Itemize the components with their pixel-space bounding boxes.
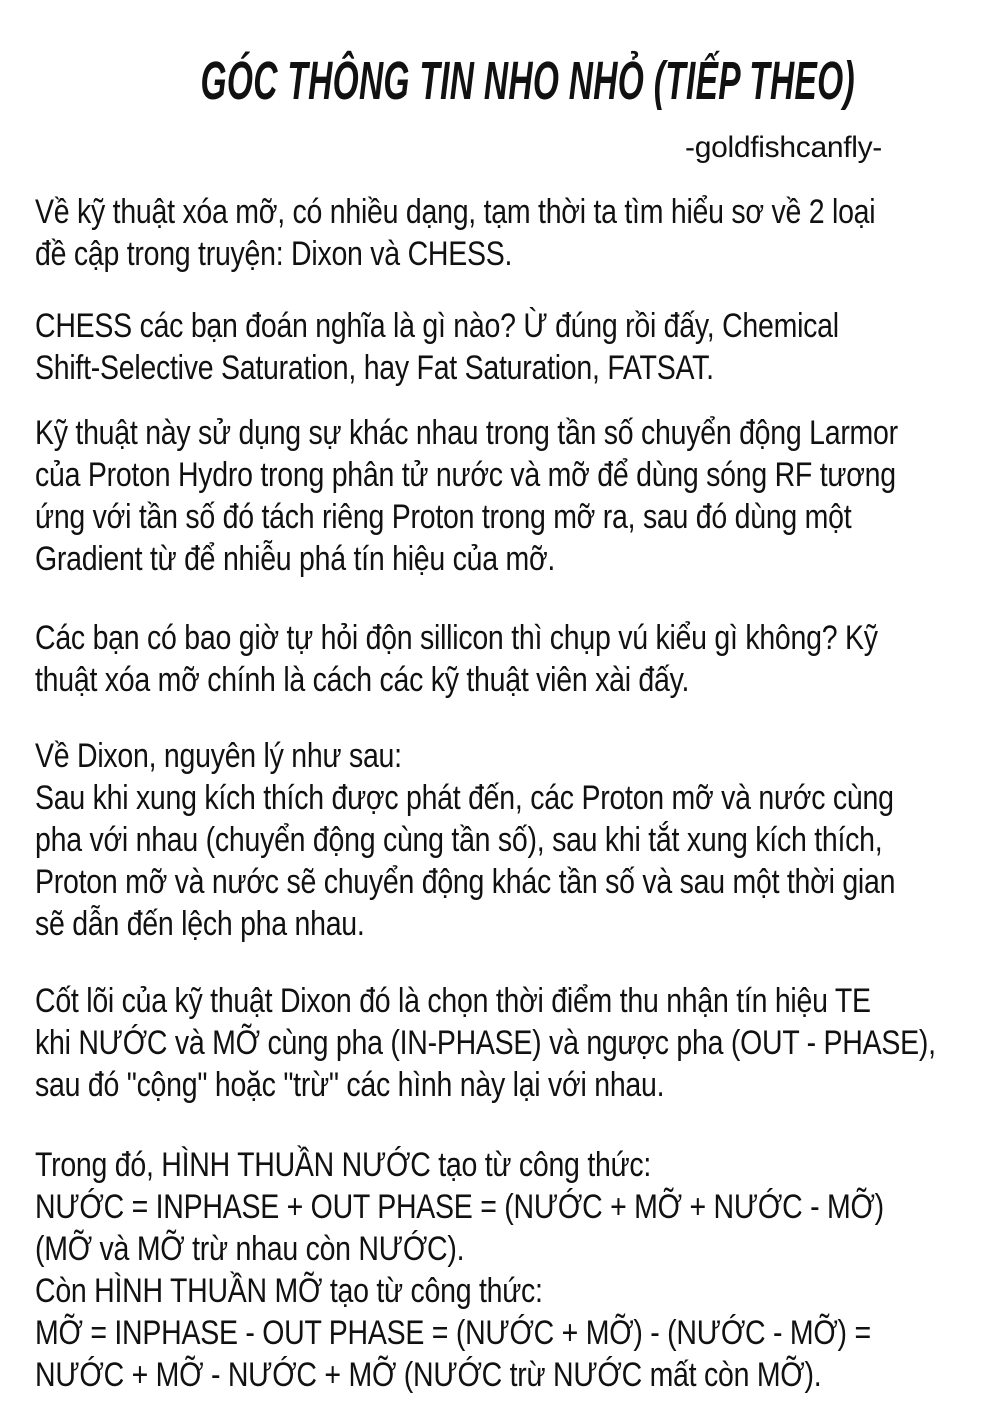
text-line: Kỹ thuật này sử dụng sự khác nhau trong tần số chuyển động Larmor bbox=[35, 414, 898, 452]
text-line: Trong đó, HÌNH THUẦN NƯỚC tạo từ công thức: bbox=[35, 1146, 652, 1184]
paragraph-1 bbox=[35, 191, 875, 275]
paragraph-7 bbox=[35, 1144, 884, 1396]
text-line: Cốt lõi của kỹ thuật Dixon đó là chọn thời điểm thu nhận tín hiệu TE bbox=[35, 982, 871, 1020]
note-body bbox=[35, 0, 965, 1412]
paragraph-6 bbox=[35, 980, 936, 1106]
paragraph-2 bbox=[35, 305, 839, 389]
text-line: Các bạn có bao giờ tự hỏi độn sillicon thì chụp vú kiểu gì không? Kỹ bbox=[35, 619, 878, 657]
text-line: Proton mỡ và nước sẽ chuyển động khác tần số và sau một thời gian bbox=[35, 863, 896, 901]
text-line: Shift-Selective Saturation, hay Fat Saturation, FATSAT. bbox=[35, 349, 714, 387]
text-line: Còn HÌNH THUẦN MỠ tạo từ công thức: bbox=[35, 1272, 543, 1310]
text-line: sau đó "cộng" hoặc "trừ" các hình này lại với nhau. bbox=[35, 1066, 665, 1104]
paragraph-3 bbox=[35, 412, 898, 580]
text-line: sẽ dẫn đến lệch pha nhau. bbox=[35, 905, 365, 943]
text-line: Sau khi xung kích thích được phát đến, các Proton mỡ và nước cùng bbox=[35, 779, 894, 817]
translator-credit: -goldfishcanfly- bbox=[685, 131, 882, 164]
text-line: Về kỹ thuật xóa mỡ, có nhiều dạng, tạm thời ta tìm hiểu sơ về 2 loại bbox=[35, 193, 876, 231]
text-line: NƯỚC = INPHASE + OUT PHASE = (NƯỚC + MỠ + NƯỚC - MỠ) bbox=[35, 1188, 884, 1226]
text-line: MỠ = INPHASE - OUT PHASE = (NƯỚC + MỠ) - (NƯỚC - MỠ) = bbox=[35, 1314, 871, 1352]
text-line: (MỠ và MỠ trừ nhau còn NƯỚC). bbox=[35, 1230, 465, 1268]
text-line: NƯỚC + MỠ - NƯỚC + MỠ (NƯỚC trừ NƯỚC mất còn MỠ). bbox=[35, 1356, 822, 1394]
page-title: GÓC THÔNG TIN NHO NHỎ (TIẾP THEO) bbox=[200, 51, 855, 111]
text-line: CHESS các bạn đoán nghĩa là gì nào? Ừ đúng rồi đấy, Chemical bbox=[35, 307, 839, 345]
text-line: Gradient từ để nhiễu phá tín hiệu của mỡ. bbox=[35, 540, 556, 578]
text-line: của Proton Hydro trong phân tử nước và mỡ để dùng sóng RF tương bbox=[35, 456, 896, 494]
text-line: đề cập trong truyện: Dixon và CHESS. bbox=[35, 235, 513, 273]
paragraph-5 bbox=[35, 735, 895, 945]
text-line: Về Dixon, nguyên lý như sau: bbox=[35, 737, 402, 775]
text-line: ứng với tần số đó tách riêng Proton trong mỡ ra, sau đó dùng một bbox=[35, 498, 852, 536]
text-line: khi NƯỚC và MỠ cùng pha (IN-PHASE) và ngược pha (OUT - PHASE), bbox=[35, 1024, 936, 1062]
text-line: pha với nhau (chuyển động cùng tần số), sau khi tắt xung kích thích, bbox=[35, 821, 883, 859]
text-line: thuật xóa mỡ chính là cách các kỹ thuật viên xài đấy. bbox=[35, 661, 690, 699]
paragraph-4 bbox=[35, 617, 878, 701]
